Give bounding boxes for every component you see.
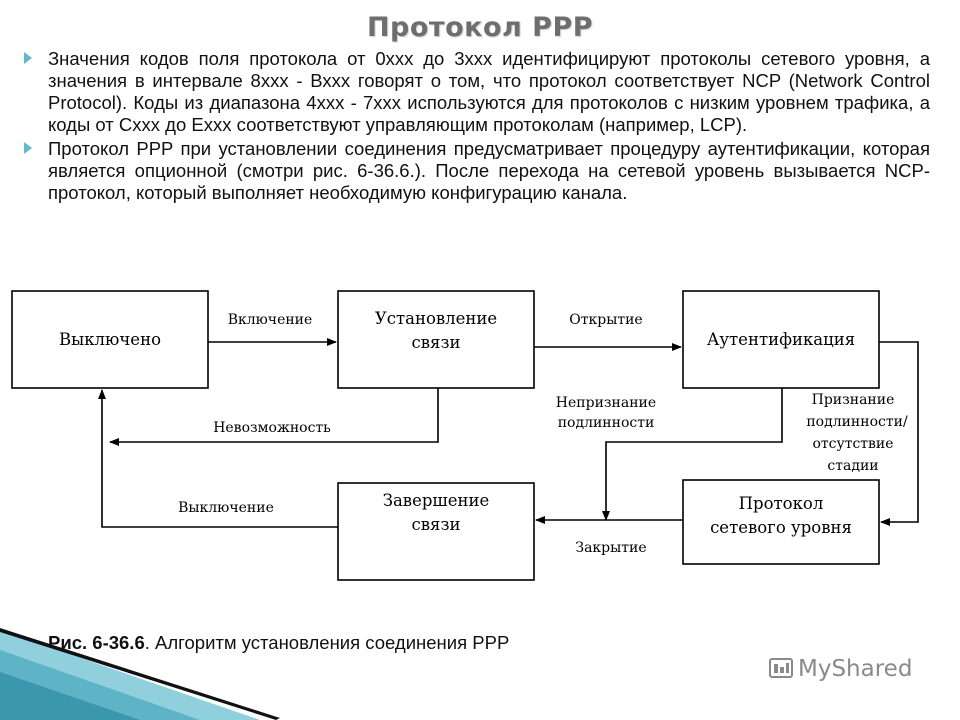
state-label-terminate-2: связи	[411, 515, 461, 534]
watermark	[768, 655, 912, 682]
transition-label-recog-1: Признание	[811, 392, 895, 408]
state-label-off: Выключено	[58, 330, 162, 349]
bullet-arrow-icon	[24, 142, 32, 154]
caption-label: Рис. 6-36.6	[48, 632, 145, 653]
transition-label-recog-3: отсутствие	[812, 436, 894, 452]
bullet-item	[20, 48, 930, 136]
transition-label-recog-4: стадии	[827, 458, 879, 474]
state-label-terminate-1: Завершение	[382, 491, 490, 510]
transition-label-shutdown: Выключение	[178, 500, 274, 516]
transition-label-non-recog-2: подлинности	[557, 415, 655, 431]
arrow-auth-ok	[879, 342, 918, 522]
slide-title: Протокол PPP	[366, 12, 594, 43]
state-label-auth: Аутентификация	[706, 330, 856, 349]
bullet-arrow-icon	[24, 52, 32, 64]
bullet-list	[20, 48, 930, 206]
transition-label-open: Открытие	[569, 312, 643, 328]
state-label-netproto-2: сетевого уровня	[710, 518, 852, 537]
corner-decoration	[0, 610, 300, 720]
transition-label-close: Закрытие	[575, 540, 647, 556]
transition-label-recog-2: подлинности/	[806, 414, 908, 430]
state-label-establish-1: Установление	[374, 309, 498, 328]
ppp-state-diagram	[0, 270, 960, 610]
myshared-logo-icon	[768, 655, 794, 681]
transition-label-non-recog-1: Непризнание	[555, 395, 657, 411]
transition-label-impossible: Невозможность	[213, 420, 331, 436]
bullet-text: Значения кодов поля протокола от 0ххх до 3ххх идентифицируют протоколы сетевого уровня, а значения в интервале 8ххх - Вххх говорят о том, что протокол соответствует NCP (Network Control Protocol). Коды из диапазона 4ххх - 7ххх используются для протоколов с низким уровнем трафика, а коды от Сххх до Еххх соответствуют управляющим протоколам (например, LCP).	[48, 48, 930, 135]
state-label-netproto-1: Протокол	[738, 494, 824, 513]
watermark-text: MyShared	[798, 656, 913, 682]
bullet-item	[20, 138, 930, 204]
state-label-establish-2: связи	[411, 333, 461, 352]
caption-text: . Алгоритм установления соединения PPP	[144, 632, 510, 653]
transition-label-turn-on: Включение	[227, 312, 313, 328]
bullet-text: Протокол PPP при установлении соединения предусматривает процедуру аутентификации, которая является опционной (смотри рис. 6-36.6.). После перехода на сетевой уровень вызывается NCP-протокол, который выполняет необходимую конфигурацию канала.	[48, 138, 930, 203]
